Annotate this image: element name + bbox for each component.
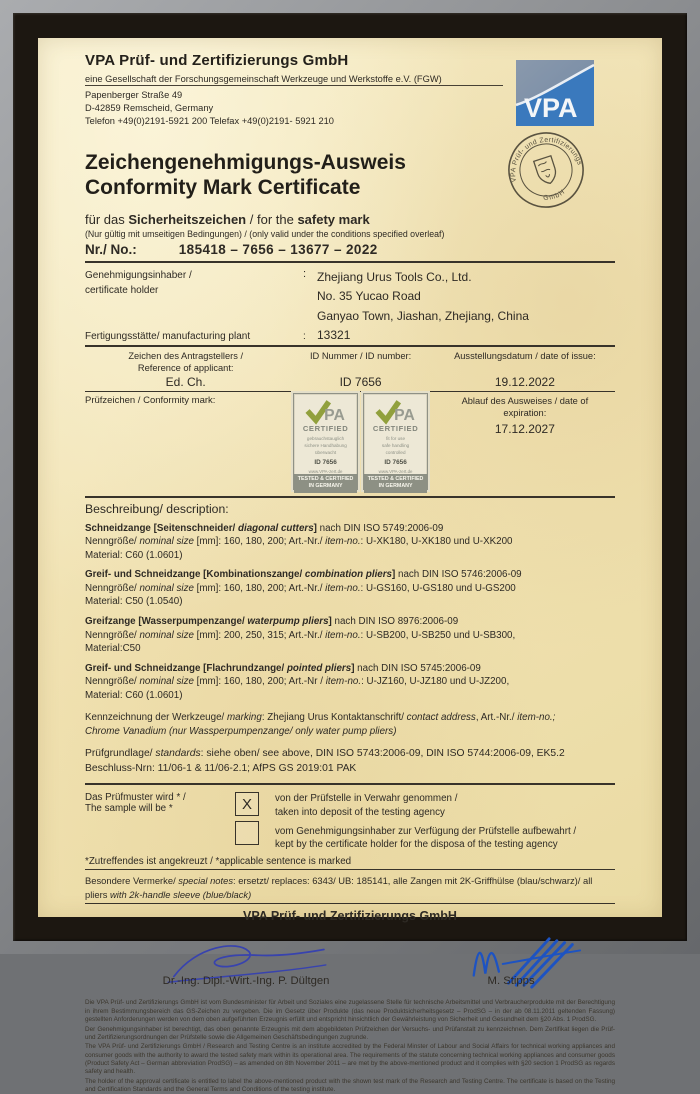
certificate-number-row — [85, 242, 615, 261]
badge-footer-line1: TESTED & CERTIFIED — [297, 475, 354, 482]
issuer-name: VPA Prüf- und Zertifizierungs GmbH — [243, 909, 457, 924]
description-heading: Beschreibung/ description: — [85, 501, 229, 516]
item-numbers: : U-JZ160, U-JZ180 und U-JZ200, — [361, 676, 510, 688]
company-phone: Telefon +49(0)2191-5921 200 Telefax +49(0)2191- 5921 210 — [85, 116, 334, 127]
item-standard: nach DIN ISO 5746:2006-09 — [395, 569, 522, 581]
logo-stack — [510, 60, 596, 210]
item-size-label: Nenngröße/ — [85, 582, 140, 594]
standards-label: Prüfgrundlage/ — [85, 748, 156, 760]
expiration-block — [435, 395, 615, 490]
item-numbers: : U-XK180, U-XK180 und U-XK200 — [360, 536, 513, 548]
item-title-en: diagonal cutters — [237, 522, 314, 534]
vpa-logo-text: VPA — [524, 93, 578, 123]
fine-print-p4: The holder of the approval certificate is entitled to label the above-mentioned product with the shown test mark of the Research and Testing Centre. The certificate is based on the Testing and Certification Standards and the General Terms and Conditions of the testing institute. — [85, 1077, 615, 1094]
badge-id: ID 7656 — [314, 458, 337, 466]
item-title-en: waterpump pliers — [247, 615, 329, 627]
item-title-en: pointed pliers — [286, 662, 352, 674]
fine-print — [85, 999, 615, 1094]
badge-footer — [294, 474, 357, 493]
expiration-label-1: Ablauf des Ausweises / date of — [461, 395, 589, 406]
divider — [85, 903, 615, 904]
item-bracket: ] — [313, 522, 317, 534]
checkbox-footnote: *Zutreffendes ist angekreuzt / *applicable sentence is marked — [85, 856, 352, 868]
ref-table-header — [85, 347, 615, 374]
badge-footer — [364, 474, 427, 493]
for-text-4: safety mark — [297, 212, 370, 228]
option-deposit-de: von der Prüfstelle in Verwahr genommen / — [275, 793, 458, 805]
holder-colon: : — [303, 268, 307, 281]
marking-label: Kennzeichnung der Werkzeuge/ — [85, 712, 227, 724]
item-sizes: [mm]: 160, 180, 200; Art.-Nr./ — [193, 582, 326, 594]
badge-footer-line2: IN GERMANY — [308, 483, 343, 490]
issue-date: 19.12.2022 — [494, 374, 555, 389]
holder-street: No. 35 Yucao Road — [317, 289, 421, 304]
checkbox-kept — [235, 821, 259, 845]
certificate-paper — [38, 38, 662, 1094]
fine-print-p3: The VPA Prüf- und Zertifizierungs GmbH / Research and Testing Centre is an institute accredited by the Federal Minster of Labour and Social Affairs for technical working appliances and consumer goods with the authority to award the tested safety mark within its operational area. The requirements of the statute concerning technical working appliances and consumer goods (Product Safety Act – German abbreviation ProdSG) – as amended on 8th November 2011 – are met by the above-mentioned product and it complies with §20 section 1 ProdSG as regards safety and health. — [85, 1043, 615, 1076]
option-kept-en: kept by the certificate holder for the disposa of the testing agency — [275, 838, 558, 850]
validity-note: (Nur gültig mit umseitigen Bedingungen) / (only valid under the conditions specified overleaf) — [85, 229, 445, 240]
signatory-1 — [85, 925, 407, 987]
sample-label-en: The sample will be * — [85, 803, 173, 815]
badge-certified-label: CERTIFIED — [302, 423, 349, 433]
plant-value: 13321 — [317, 327, 351, 342]
holder-name: Zhejiang Urus Tools Co., Ltd. — [317, 270, 472, 285]
seal-shield — [534, 156, 559, 186]
item-no-label: item-no. — [325, 582, 361, 594]
marking-contact: contact address — [406, 712, 476, 724]
seal-text-bottom: GmbH — [543, 188, 567, 202]
item-sizes: [mm]: 160, 180, 200; Art.-Nr./ — [193, 536, 326, 548]
company-address-city: D-42859 Remscheid, Germany — [85, 103, 214, 114]
marking-text: : Zhejiang Urus Kontaktanschrift/ — [261, 712, 407, 724]
badge-certified-label: CERTIFIED — [372, 423, 419, 433]
signatory-2 — [407, 925, 615, 987]
checkbox-deposit — [235, 792, 259, 816]
plant-colon: : — [303, 330, 306, 342]
badge-line-1: fit for use — [386, 435, 406, 441]
item-size-label-en: nominal size — [139, 676, 194, 688]
page-title-en: Conformity Mark Certificate — [85, 175, 361, 199]
item-standard: nach DIN ISO 5745:2006-09 — [354, 662, 481, 674]
badge-vpa-icon — [304, 399, 348, 423]
marking-line2: Chrome Vanadium (nur Wassperpumpenzange/ only water pump pliers) — [85, 725, 397, 737]
notes-text-en: with 2k-handle sleeve (blue/black) — [110, 888, 252, 900]
badge-line-3: überwacht — [314, 449, 337, 455]
company-address-street: Papenberger Straße 49 — [85, 90, 183, 100]
badge-line-2: safe handling — [381, 442, 410, 448]
item-title: Greif- und Schneidzange [Flachrundzange/ — [85, 662, 287, 674]
standards-list: : siehe oben/ see above, DIN ISO 5743:2006-09, DIN ISO 5744:2006-09, EK5.2 Beschluss-Nrn: 11/06-1 & 11/06-2.1; AfPS GS 2019:01 PAK — [85, 748, 565, 775]
item-material: Material: C60 (1.0601) — [85, 549, 183, 561]
item-sizes: [mm]: 160, 180, 200; Art.-Nr / — [193, 676, 326, 688]
signatory-1-name: Dr.-Ing. Dipl.-Wirt.-Ing. P. Dültgen — [162, 975, 330, 988]
special-notes — [85, 870, 615, 903]
item-material: Material:C50 — [85, 643, 141, 655]
marking-itemno: item-no.; — [517, 712, 556, 724]
notes-text: : ersetzt/ replaces: 6343/ UB: 185141, alle Zangen mit 2K-Griffhülse (blau/schwarz)/ all pliers — [85, 875, 593, 900]
badge-footer-line1: TESTED & CERTIFIED — [367, 475, 424, 482]
item-size-label-en: nominal size — [139, 536, 194, 548]
certified-badge-en — [363, 393, 428, 490]
description-item-1 — [85, 522, 615, 563]
svg-text:PA: PA — [323, 407, 345, 425]
for-text-1: für das — [85, 212, 129, 228]
plant-label: Fertigungsstätte/ manufacturing plant — [85, 330, 251, 342]
vpa-logo-icon — [516, 60, 594, 126]
item-title: Schneidzange [Seitenschneider/ — [85, 522, 238, 534]
item-title: Greif- und Schneidzange [Kombinationszange/ — [85, 569, 305, 581]
ref-col1-label-de: Zeichen des Antragstellers / — [128, 350, 244, 361]
fine-print-p1: Die VPA Prüf- und Zertifizierungs GmbH ist vom Bundesminister für Arbeit und Soziales eine zugelassene Stelle für technische Arbeitsmittel und Verbraucherprodukte mit der Berechtigung in ihrem Bestimmungsbereich das GS-Zeichen zu vergeben. Die im Gesetz über Produkte (das neue Produktsicherheitsgesetz – ProdSG – in der ab 08.11.2011 geltenden Fassung) gestellten Anforderungen werden von dem oben aufgeführten Erzeugnis erfüllt und entspricht hinsichtlich der Gewährleistung von Sicherheit und Gesundheit dem §20 Abs. 1 ProdSG. — [85, 999, 615, 1024]
option-deposit-en: taken into deposit of the testing agency — [275, 806, 445, 818]
id-number: ID 7656 — [339, 374, 382, 389]
sample-section — [85, 785, 615, 853]
marking-label-en: marking — [226, 712, 262, 724]
badge-url: www.VPA-zert.de — [308, 468, 343, 474]
item-bracket: ] — [392, 569, 396, 581]
item-bracket: ] — [328, 615, 332, 627]
item-standard: nach DIN ISO 8976:2006-09 — [331, 615, 459, 627]
item-material: Material: C50 (1.0540) — [85, 596, 183, 608]
marking-paragraph — [85, 711, 615, 738]
badge-line-2: sichere Handhabung — [304, 442, 347, 448]
vpa-seal-icon — [496, 120, 597, 221]
fine-print-p2: Der Genehmigungsinhaber ist berechtigt, das oben genannte Erzeugnis mit dem abgebildeten Prüfzeichen der Versuchs- und Prüfanstalt zu kennzeichnen. Dem Zertifikat liegen die Prüf- und Zertifizierungsordnungen der Prüfstelle sowie die Allgemeinen Geschäftsbedingungen zugrunde. — [85, 1025, 615, 1041]
for-text-3: / for the — [246, 212, 298, 228]
item-size-label-en: nominal size — [139, 629, 194, 641]
item-size-label: Nenngröße/ — [85, 676, 140, 688]
sample-label-de: Das Prüfmuster wird * / — [85, 792, 186, 804]
badge-footer-line2: IN GERMANY — [378, 483, 413, 490]
option-deposit — [275, 792, 615, 818]
standards-label-en: standards — [155, 748, 201, 760]
applicant-reference: Ed. Ch. — [165, 374, 206, 389]
ref-table-values — [85, 374, 615, 391]
item-title-en: combination pliers — [304, 569, 393, 581]
item-no-label: item-no. — [325, 536, 361, 548]
item-size-label: Nenngröße/ — [85, 536, 140, 548]
svg-text:PA: PA — [393, 407, 415, 425]
notes-label-en: special notes — [178, 875, 234, 887]
certificate-number-value: 185418 – 7656 – 13677 – 2022 — [178, 242, 378, 258]
item-bracket: ] — [351, 662, 355, 674]
item-sizes: [mm]: 200, 250, 315; Art.-Nr./ — [193, 629, 326, 641]
ref-col2-label: ID Nummer / ID number: — [309, 350, 412, 361]
expiration-date: 17.12.2027 — [494, 421, 555, 436]
badge-line-3: controlled — [385, 449, 406, 455]
badge-url: www.VPA-zert.de — [378, 468, 413, 474]
check-x-mark: X — [241, 795, 252, 813]
company-subtitle: eine Gesellschaft der Forschungsgemeinschaft Werkzeuge und Werkstoffe e.V. (FGW) — [85, 74, 503, 86]
company-name: VPA Prüf- und Zertifizierungs GmbH — [85, 52, 349, 69]
item-numbers: : U-SB200, U-SB250 und U-SB300, — [360, 629, 516, 641]
badge-vpa-icon — [374, 399, 418, 423]
item-no-label: item-no. — [325, 629, 361, 641]
ref-col3-label: Ausstellungsdatum / date of issue: — [454, 350, 596, 361]
description-item-2 — [85, 568, 615, 609]
item-title: Greifzange [Wasserpumpenzange/ — [85, 615, 248, 627]
marking-artnr: , Art.-Nr./ — [475, 712, 518, 724]
certified-badge-de — [293, 393, 358, 490]
ref-col1-label-en: Reference of applicant: — [137, 362, 234, 373]
seal-text-top: VPA Prüf- und Zertifizierungs — [510, 136, 583, 183]
item-numbers: : U-GS160, U-GS180 und U-GS200 — [360, 582, 516, 594]
certified-badges — [286, 393, 434, 490]
option-kept — [275, 825, 615, 851]
for-text-2: Sicherheitszeichen — [128, 212, 247, 228]
holder-label-en: certificate holder — [85, 285, 159, 297]
signatory-2-name: M. Stipps — [487, 975, 535, 988]
conformity-mark-row — [85, 392, 615, 496]
certificate-number-label: Nr./ No.: — [85, 242, 137, 258]
divider — [85, 496, 615, 498]
holder-city: Ganyao Town, Jiashan, Zhejiang, China — [317, 308, 529, 323]
holder-label-de: Genehmigungsinhaber / — [85, 270, 192, 282]
description-item-3 — [85, 615, 615, 656]
notes-label: Besondere Vermerke/ — [85, 875, 179, 887]
item-material: Material: C60 (1.0601) — [85, 689, 183, 701]
item-size-label-en: nominal size — [139, 582, 194, 594]
item-size-label: Nenngröße/ — [85, 629, 140, 641]
standards-paragraph — [85, 747, 615, 783]
badge-line-1: gebrauchstauglich — [306, 435, 345, 441]
signature-row — [85, 925, 615, 987]
item-standard: nach DIN ISO 5749:2006-09 — [316, 522, 444, 534]
description-item-4 — [85, 662, 615, 703]
page-title-de: Zeichengenehmigungs-Ausweis — [85, 151, 406, 175]
holder-section — [85, 263, 615, 328]
conformity-mark-label: Prüfzeichen / Conformity mark: — [85, 394, 216, 406]
item-no-label: item-no. — [325, 676, 362, 688]
option-kept-de: vom Genehmigungsinhaber zur Verfügung der Prüfstelle aufbewahrt / — [275, 825, 577, 837]
expiration-label-2: expiration: — [503, 408, 547, 419]
badge-id: ID 7656 — [384, 458, 407, 466]
plant-row — [85, 328, 615, 345]
